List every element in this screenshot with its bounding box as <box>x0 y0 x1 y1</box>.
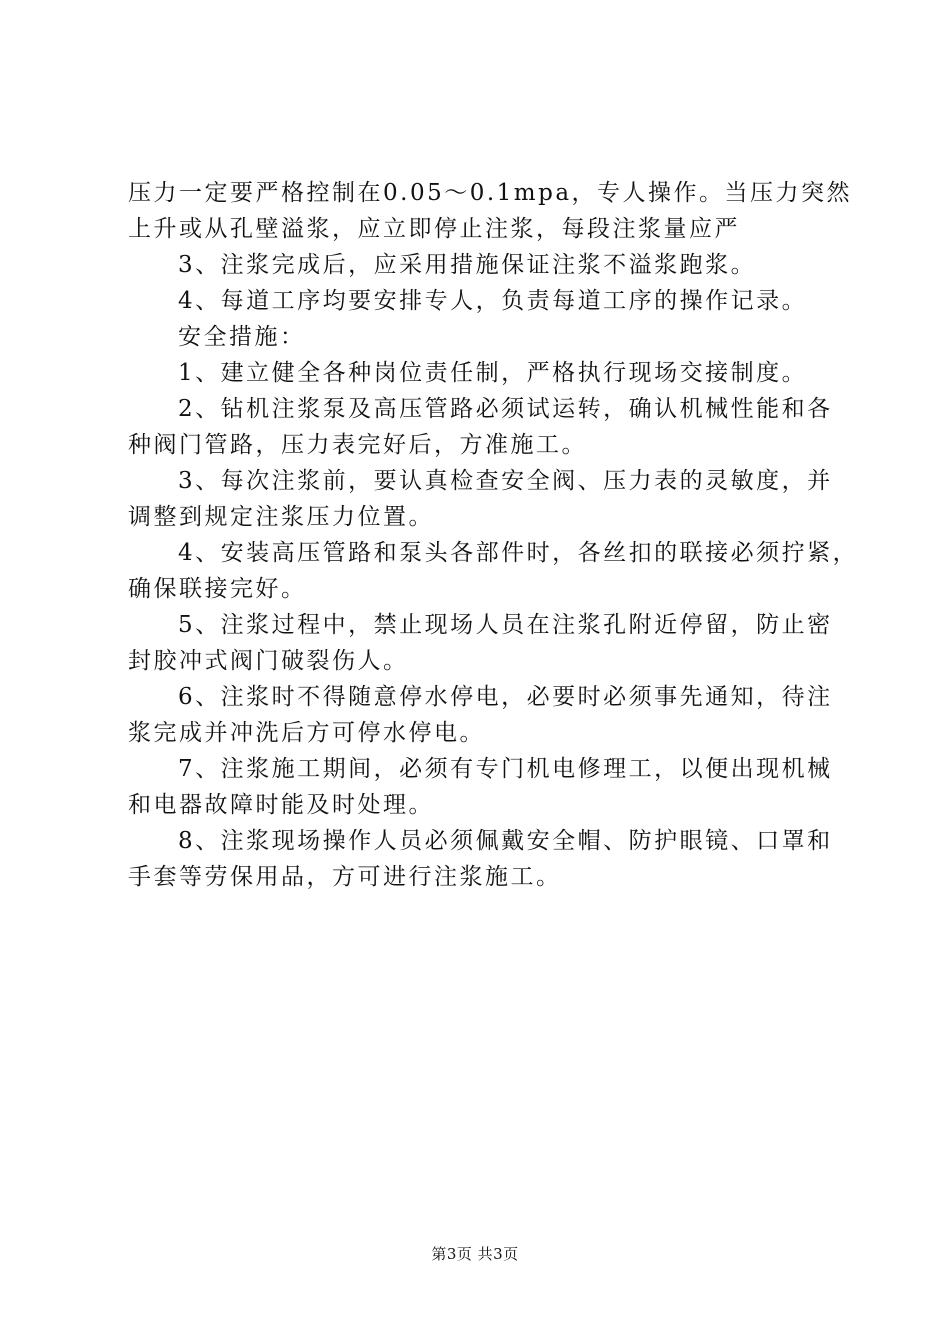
body-line: 调整到规定注浆压力位置。 <box>128 504 434 530</box>
body-line: 6、注浆时不得随意停水停电，必要时必须事先通知，待注 <box>178 684 833 710</box>
body-line: 4、每道工序均要安排专人，负责每道工序的操作记录。 <box>178 288 808 314</box>
body-line: 2、钻机注浆泵及高压管路必须试运转，确认机械性能和各 <box>178 396 833 422</box>
body-line: 种阀门管路，压力表完好后，方准施工。 <box>128 432 587 458</box>
body-line: 封胶冲式阀门破裂伤人。 <box>128 648 409 674</box>
body-line: 5、注浆过程中，禁止现场人员在注浆孔附近停留，防止密 <box>178 612 833 638</box>
body-line: 和电器故障时能及时处理。 <box>128 792 434 818</box>
body-line: 1、建立健全各种岗位责任制，严格执行现场交接制度。 <box>178 360 808 386</box>
body-line: 确保联接完好。 <box>128 576 307 602</box>
page-footer <box>0 1244 950 1264</box>
body-line: 4、安装高压管路和泵头各部件时，各丝扣的联接必须拧紧， <box>178 540 859 566</box>
body-line: 3、注浆完成后，应采用措施保证注浆不溢浆跑浆。 <box>178 252 757 278</box>
body-line: 手套等劳保用品，方可进行注浆施工。 <box>128 864 562 890</box>
body-line: 压力一定要严格控制在0.05～0.1mpa，专人操作。当压力突然 <box>128 180 853 206</box>
body-line: 7、注浆施工期间，必须有专门机电修理工，以便出现机械 <box>178 756 833 782</box>
body-line: 浆完成并冲洗后方可停水停电。 <box>128 720 485 746</box>
page-number: 第3页 共3页 <box>431 1245 519 1263</box>
body-line: 上升或从孔壁溢浆，应立即停止注浆，每段注浆量应严 <box>128 216 740 242</box>
section-heading: 安全措施： <box>178 324 306 350</box>
body-line: 8、注浆现场操作人员必须佩戴安全帽、防护眼镜、口罩和 <box>178 828 833 854</box>
body-line: 3、每次注浆前，要认真检查安全阀、压力表的灵敏度，并 <box>178 468 833 494</box>
document-body <box>128 175 859 895</box>
